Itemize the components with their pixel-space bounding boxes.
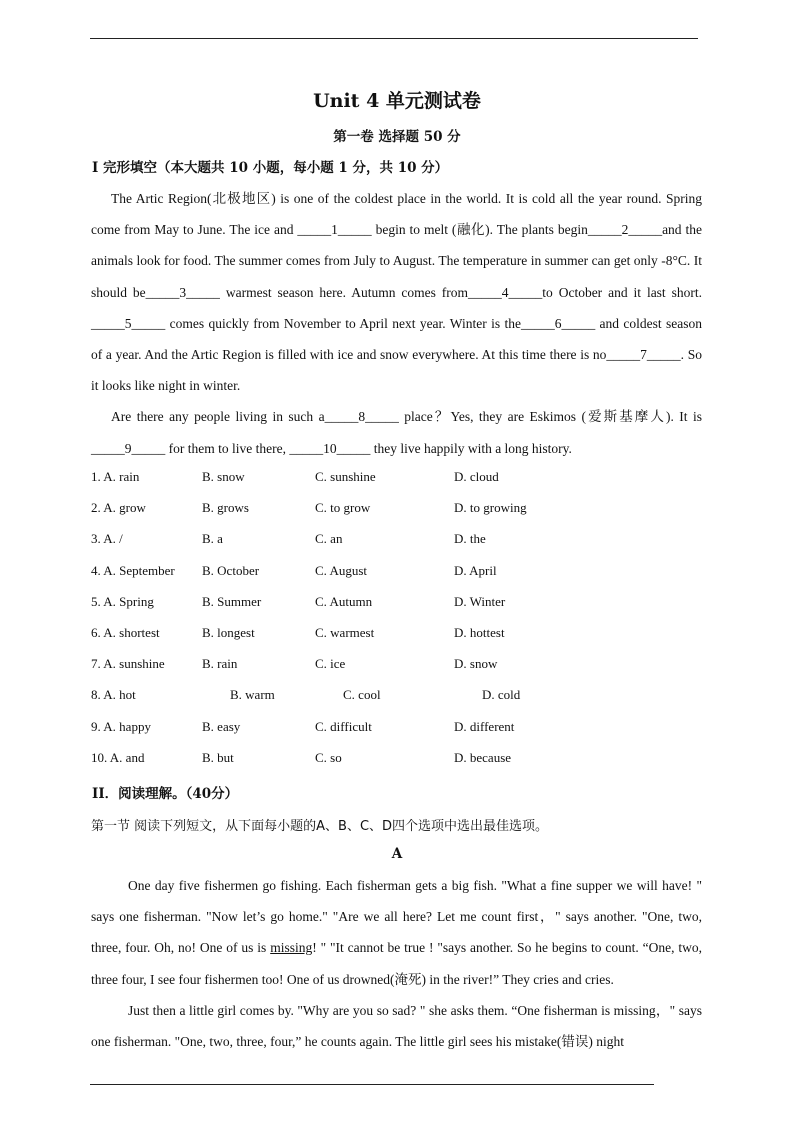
option-row [91,650,702,681]
option-b: B. but [202,749,234,765]
option-a: 6. A. shortest [91,624,160,640]
option-c: C. to grow [315,500,371,516]
option-d: D. cloud [454,469,499,484]
option-a: 8. A. hot [91,687,136,703]
header-rule [90,38,698,39]
option-c: C. sunshine [315,469,376,484]
cloze-passage [91,183,702,464]
reading-text: ! " "It cannot be true ! "says another. So he begins to count. “One, two, three four, I see four fishermen too! One of us drowned(淹死) in the river!” They cries and cries. [91,940,702,987]
option-b: B. longest [202,624,255,640]
option-row [91,588,702,619]
option-b: B. grows [202,500,249,516]
option-d: D. the [454,531,486,547]
cloze-options [91,463,702,775]
option-row [91,744,702,775]
section-2-heading: II．阅读理解。（40分） [92,786,239,802]
option-c: C. difficult [315,718,372,734]
option-b: B. snow [202,469,245,484]
option-c: C. August [315,562,368,578]
reading-text: One day five fishermen go fishing. Each fisherman gets a big fish. "What a fine supper we will have! " says one fisherman. "Now let’s go home." "Are we all here? Let me count first，" says another. "One, two, three, four. Oh, no! One of us is [91,878,702,956]
cloze-paragraph-2: Are there any people living in such a_____8_____ place？Yes, they are Eskimos (爱斯基摩人). It is _____9_____ for them to live there, _____10_____ they live happily with a long history. [91,409,702,456]
option-b: B. easy [202,718,241,734]
option-a: 9. A. happy [91,718,151,734]
option-b: B. warm [230,687,275,703]
option-a: 4. A. September [91,562,175,578]
cloze-paragraph-1: The Artic Region(北极地区) is one of the coldest place in the world. It is cold all the year round. Spring come from May to June. The ice and _____1_____ begin to melt (融化). The plants begin_____2_____and the animals look for food. The summer comes from July to August. The temperature in summer can get only -8°C. It should be_____3_____ warmest season here. Autumn comes from_____4_____to October and it last short. _____5_____ comes quickly from November to April next year. Winter is the_____6_____ and coldest season of a year. And the Artic Region is filled with ice and snow everywhere. At this time there is no_____7_____. So it looks like night in winter. [91,191,702,394]
option-row [91,557,702,588]
option-row [91,713,702,744]
option-d: D. to growing [454,500,527,516]
section-2-instruction: 第一节 阅读下列短文，从下面每小题的A、B、C、D四个选项中选出最佳选项。 [91,819,549,834]
option-a: 7. A. sunshine [91,656,165,672]
option-c: C. so [315,749,342,765]
option-a: 2. A. grow [91,500,146,516]
underlined-word: missing [270,940,313,956]
option-c: C. Autumn [315,593,373,609]
reading-paragraph-2: Just then a little girl comes by. "Why are you so sad? " she asks them. “One fisherman is missing，" says one fisherman. "One, two, three, four,” he counts again. The little girl sees his mistake(错误) night [91,1002,702,1050]
option-a: 1. A. rain [91,469,140,484]
option-c: C. cool [343,687,381,703]
option-d: D. because [454,749,512,765]
footer-rule [90,1084,654,1085]
reading-passage [91,870,702,1057]
option-d: D. Winter [454,593,506,609]
option-c: C. ice [315,656,346,672]
option-row [91,619,702,650]
option-d: D. hottest [454,624,505,640]
option-c: C. warmest [315,624,375,640]
option-b: B. rain [202,656,238,672]
option-b: B. Summer [202,593,262,609]
passage-label: A [391,846,403,862]
option-a: 10. A. and [91,749,145,765]
page-subtitle: 第一卷 选择题 50 分 [333,129,461,145]
option-row [91,494,702,525]
option-row [91,681,702,712]
option-d: D. different [454,718,515,734]
option-b: B. a [202,531,223,547]
page-title: Unit 4 单元测试卷 [313,90,481,112]
option-d: D. cold [482,687,521,703]
option-row [91,525,702,556]
option-d: D. April [454,562,497,578]
option-a: 3. A. / [91,531,123,547]
option-b: B. October [202,562,260,578]
option-a: 5. A. Spring [91,593,154,609]
reading-paragraph-1 [91,870,702,995]
option-row [91,463,702,494]
option-d: D. snow [454,656,498,672]
option-c: C. an [315,531,343,547]
section-1-heading: Ⅰ 完形填空（本大题共 10 小题，每小题 1 分，共 10 分） [92,160,449,176]
